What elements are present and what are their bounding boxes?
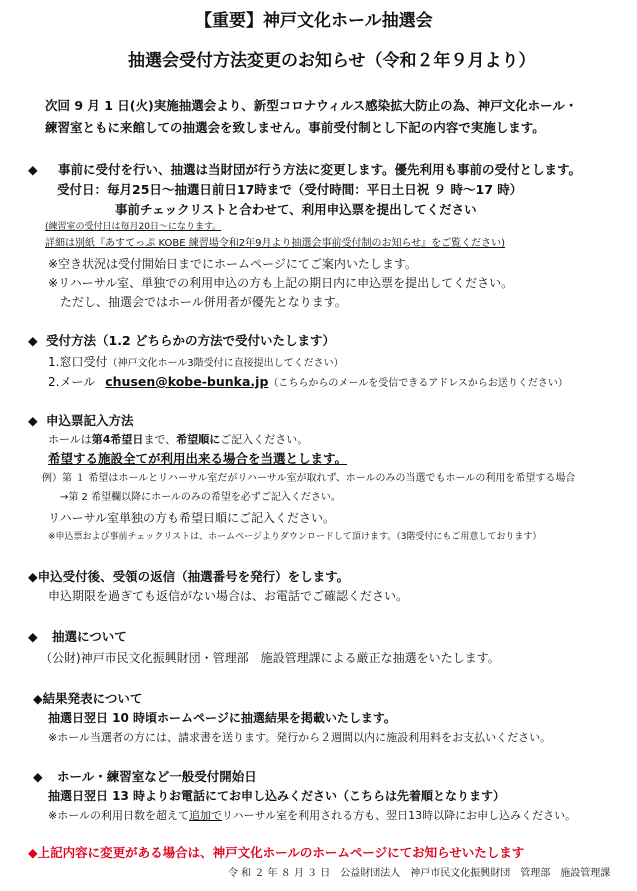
diamond-bullet-icon: ◆ [28, 413, 38, 428]
download-note: ※申込票および事前チェックリストは、ホームページよりダウンロードして頂けます。（3階受付にもご用意しております） [48, 532, 542, 542]
section-2-heading [28, 334, 335, 348]
rehearsal-note-2: ただし、抽選会ではホール併用者が優先となります。 [60, 295, 347, 309]
section-7-heading-text: ホール・練習室など一般受付開始日 [57, 769, 257, 784]
section-7-line-2-c: リハーサル室を利用される方も、翌日13時以降にお申し込みください。 [222, 809, 577, 822]
form-fill-text-c: まで、 [143, 433, 177, 446]
page-subtitle: 抽選会受付方法変更のお知らせ（令和２年９月より） [128, 51, 536, 71]
section-4-line: 申込期限を過ぎても返信がない場合は、お電話でご確認ください。 [48, 589, 409, 603]
section-7-line-2-a: ※ホールの利用日数を超えて [48, 809, 189, 822]
section-1-heading-text: 事前に受付を行い、抽選は当財団が行う方法に変更します。優先利用も事前の受付とします。 [58, 162, 582, 177]
footer-issuer: 令 和 ２ 年 ８ 月 ３ 日 公益財団法人 神戸市民文化振興財団 管理部 施設管理課 [228, 868, 611, 879]
method-email-note: （こちらからのメールを受信できるアドレスからお送りください） [268, 378, 568, 389]
form-fill-text-e: ご記入ください。 [220, 433, 309, 446]
section-2-heading-text: 受付方法（1.2 どちらかの方法で受付いたします） [46, 333, 335, 348]
method-counter [48, 356, 344, 370]
example-line-1: 例）第 １ 希望はホールとリハーサル室だがリハーサル室が取れず、ホールのみの当選でもホールの利用を希望する場合 [42, 473, 576, 484]
checklist-instruction: 事前チェックリストと合わせて、利用申込票を提出してください [115, 202, 477, 217]
section-3-heading-text: 申込票記入方法 [46, 413, 134, 428]
section-7-line-2-b: 追加で [189, 809, 222, 822]
section-1-heading [28, 163, 581, 177]
section-6-heading: ◆結果発表について [33, 691, 143, 706]
form-fill-text-d: 希望順に [176, 433, 221, 446]
vacancy-note: ※空き状況は受付開始日までにホームページにてご案内いたします。 [48, 257, 417, 271]
diamond-bullet-icon: ◆ [33, 769, 43, 784]
form-fill-line-1 [48, 434, 308, 447]
practice-room-note: (練習室の受付日は毎月20日～になります。 [45, 222, 222, 232]
example-line-2: →第 2 希望欄以降にホールのみの希望を必ずご記入ください。 [60, 492, 341, 503]
rehearsal-order-note: リハーサル室単独の方も希望日順にご記入ください。 [48, 511, 336, 525]
form-fill-text-a: ホールは [48, 433, 92, 446]
section-7-line-2 [48, 810, 576, 823]
section-5-heading-text: 抽選について [52, 629, 127, 644]
rehearsal-note-1: ※リハーサル室、単独での利用申込の方も上記の期日内に申込票を提出してください。 [48, 276, 514, 290]
section-3-heading [28, 414, 134, 428]
method-email [48, 375, 568, 390]
method-email-label: 2.メール [48, 375, 96, 389]
section-5-line: （公財)神戸市民文化振興財団・管理部 施設管理課による厳正な抽選をいたします。 [40, 651, 500, 665]
change-notice: ◆上記内容に変更がある場合は、神戸文化ホールのホームページにてお知らせいたします [28, 845, 525, 860]
method-counter-label: 1.窓口受付 [48, 355, 108, 369]
detail-reference-note: 詳細は別紙『あすてっぷ KOBE 練習場令和2年9月より抽選会事前受付制のお知らせ』をご覧ください) [45, 238, 506, 249]
intro-line-1: 次回 9 月 1 日(火)実施抽選会より、新型コロナウィルス感染拡大防止の為、神戸文化ホール・ [45, 98, 578, 113]
section-5-heading [28, 630, 127, 644]
reception-period: 受付日：毎月25日～抽選日前日17時まで（受付時間：平日土日祝 ９ 時～17 時） [57, 182, 523, 197]
intro-line-2: 練習室ともに来館しての抽選会を致しません。事前受付制とし下記の内容で実施します。 [45, 120, 545, 135]
diamond-bullet-icon: ◆ [28, 333, 38, 348]
section-7-heading [33, 770, 257, 784]
method-counter-note: （神戸文化ホール3階受付に直接提出してください） [107, 358, 344, 369]
section-7-line-1: 抽選日翌日 13 時よりお電話にてお申し込みください（こちらは先着順となります） [48, 789, 506, 803]
email-link[interactable]: chusen@kobe-bunka.jp [105, 374, 269, 389]
diamond-bullet-icon: ◆ [28, 162, 38, 177]
section-6-line-1: 抽選日翌日 10 時頃ホームページに抽選結果を掲載いたします。 [48, 711, 396, 725]
diamond-bullet-icon: ◆ [28, 629, 38, 644]
section-6-line-2: ※ホール当選者の方には、請求書を送ります。発行から２週間以内に施設利用料をお支払いください。 [48, 731, 552, 744]
page-title: 【重要】神戸文化ホール抽選会 [195, 11, 433, 31]
form-fill-text-b: 第4希望日 [91, 433, 144, 446]
winning-condition: 希望する施設全てが利用出来る場合を当選とします。 [48, 451, 348, 466]
section-4-heading: ◆申込受付後、受領の返信（抽選番号を発行）をします。 [28, 569, 350, 584]
